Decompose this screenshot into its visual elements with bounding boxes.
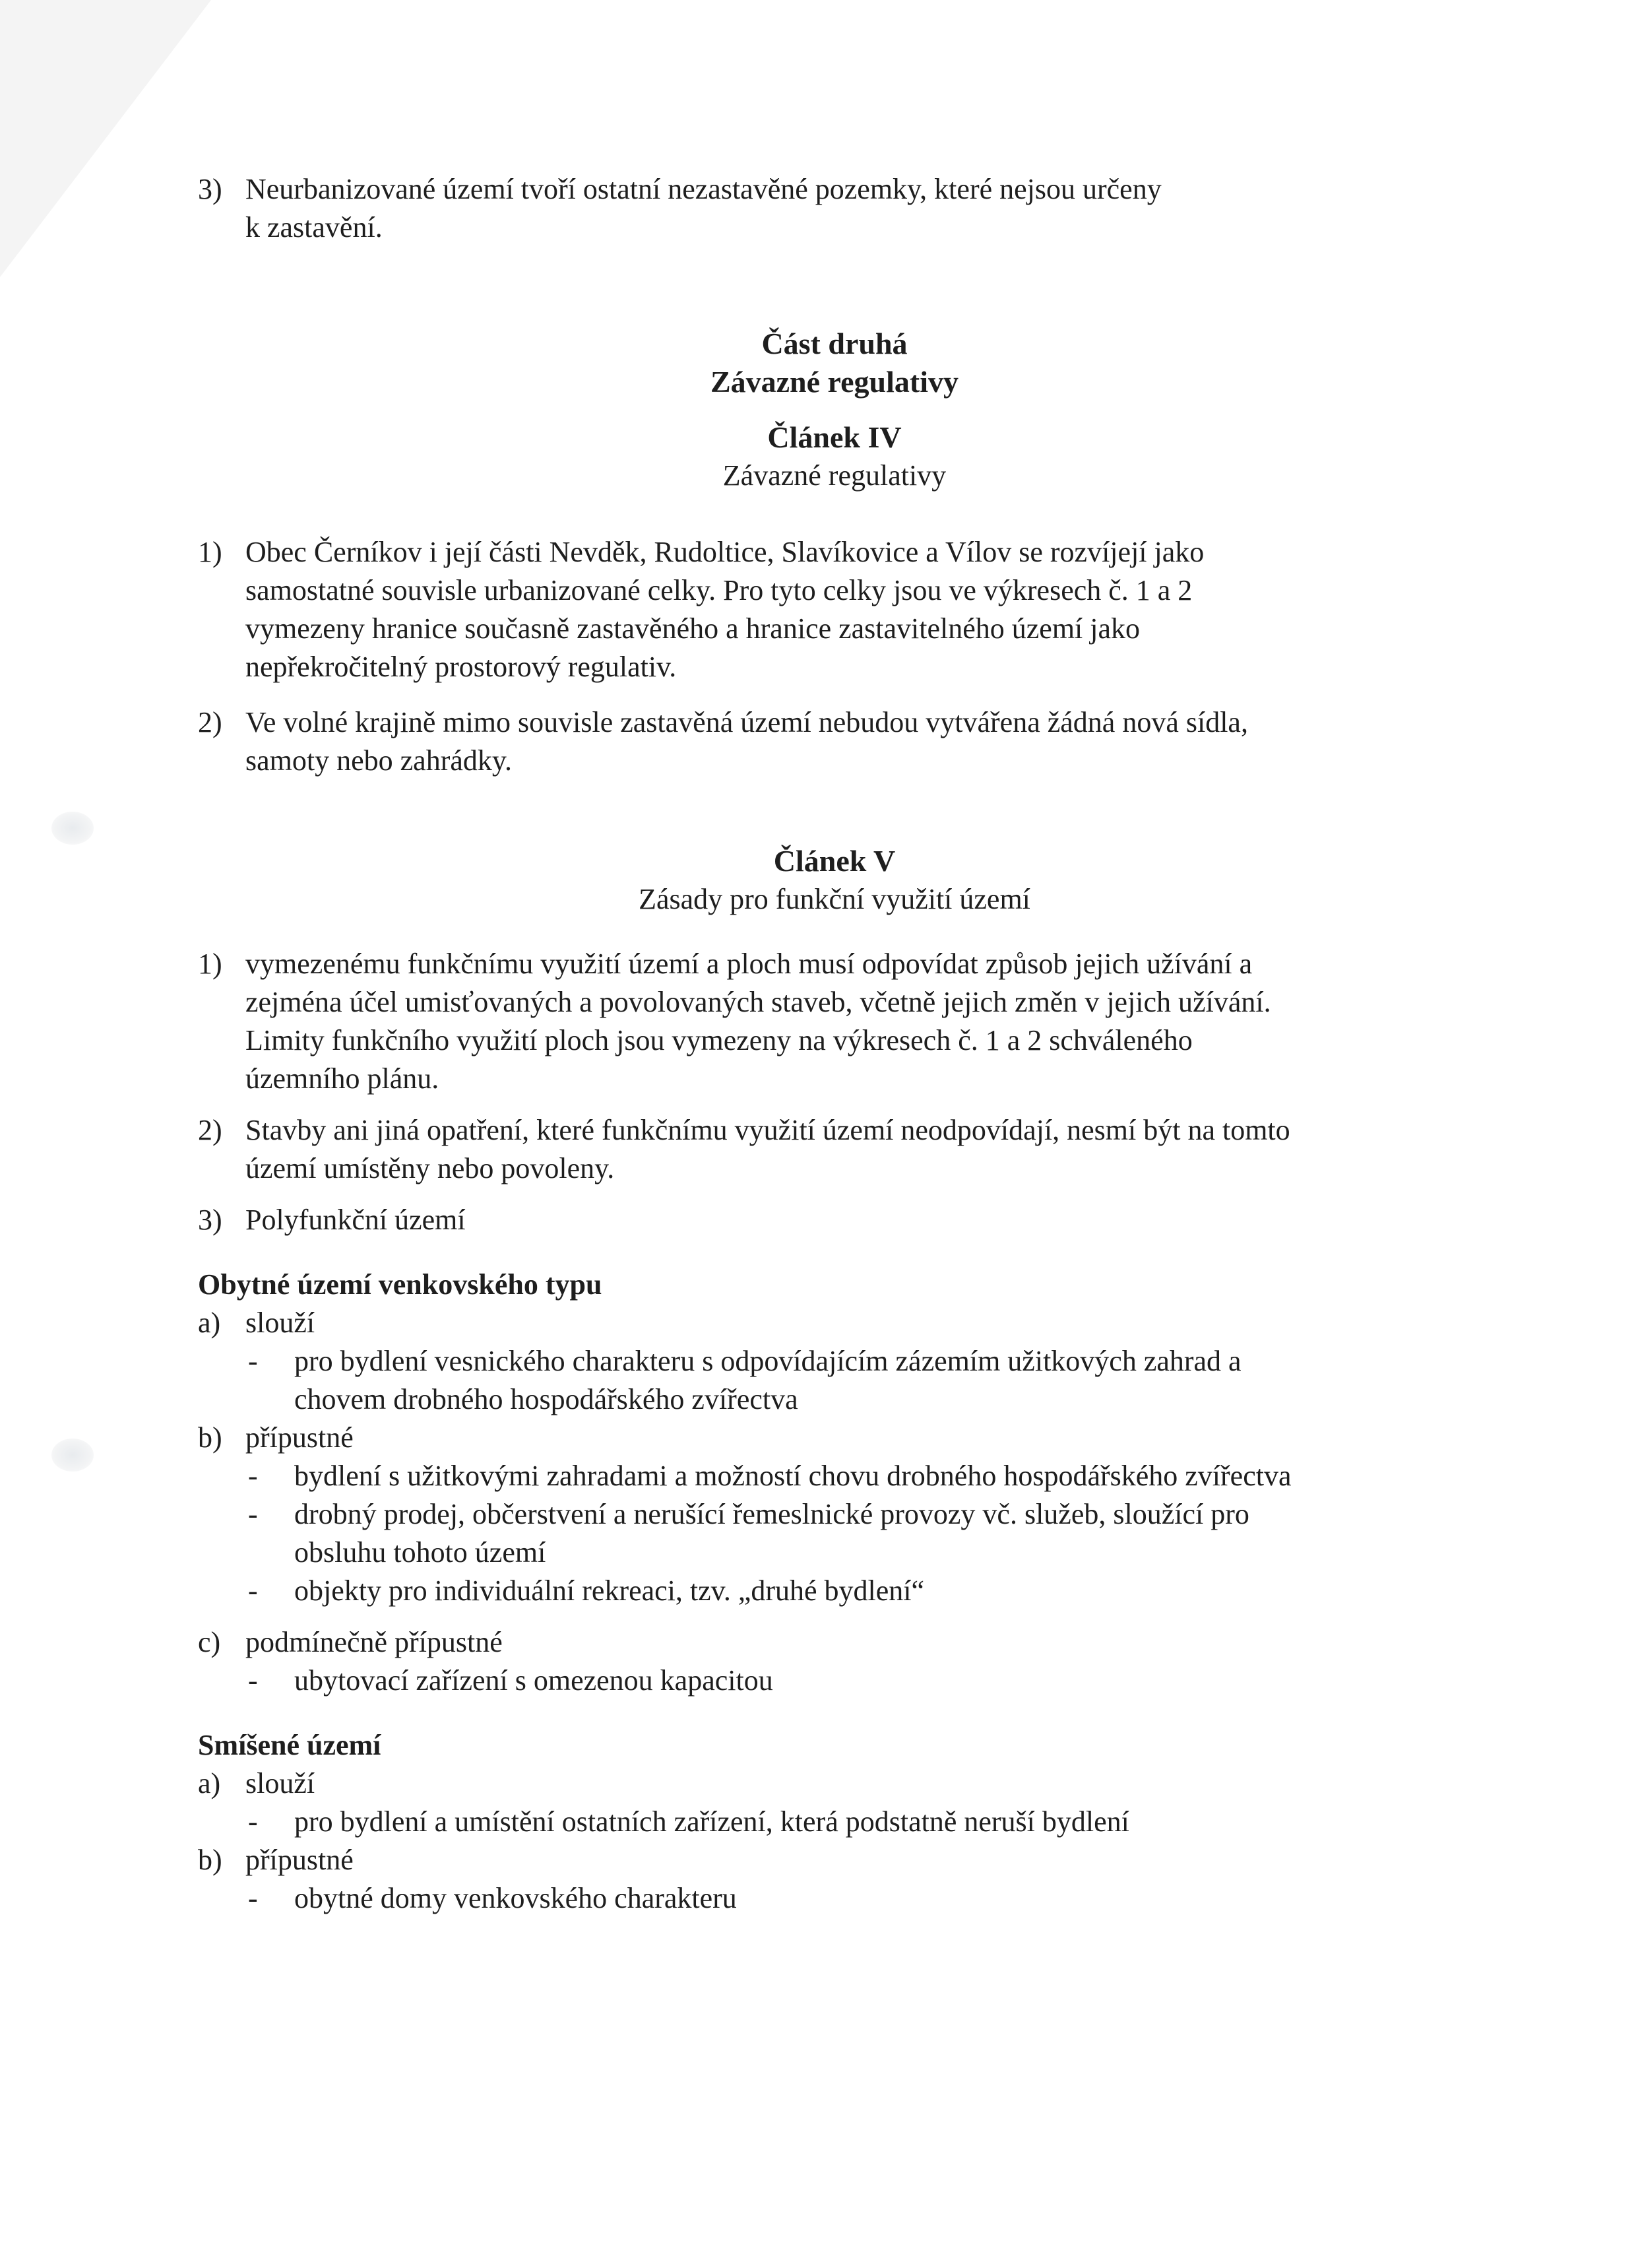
article-5-items (198, 945, 1471, 1239)
article-5-item (198, 1111, 1471, 1188)
part-title: Část druhá (761, 327, 908, 360)
sub-item-label: b) (198, 1844, 222, 1876)
item-number: 1) (198, 948, 222, 980)
item-text-line: vymezenému funkčnímu využití území a ploch musí odpovídat způsob jejich užívání a (245, 948, 1253, 980)
part-heading (198, 325, 1471, 401)
dash-text-line: chovem drobného hospodářského zvířectva (294, 1383, 798, 1415)
sub-item-text: podmínečně přípustné (245, 1626, 503, 1658)
item-text-line: zejména účel umisťovaných a povolovaných staveb, včetně jejich změn v jejich užívání. (245, 986, 1271, 1018)
item-text-line: území umístěny nebo povoleny. (245, 1152, 615, 1184)
sub-item-b (198, 1419, 1471, 1457)
item-text-line: samostatné souvisle urbanizované celky. Pro tyto celky jsou ve výkresech č. 1 a 2 (245, 574, 1193, 606)
dash-bullet: - (248, 1345, 258, 1377)
article-5-subtitle: Zásady pro funkční využití území (639, 883, 1030, 915)
dash-item (198, 1342, 1471, 1419)
item-text-line: Limity funkčního využití ploch jsou vymezeny na výkresech č. 1 a 2 schváleného (245, 1024, 1193, 1056)
item-text-line: Neurbanizované území tvoří ostatní nezastavěné pozemky, které nejsou určeny (245, 173, 1162, 205)
dash-text-line: obytné domy venkovského charakteru (294, 1882, 737, 1914)
sub-item-text: slouží (245, 1307, 315, 1339)
section-mixed-heading: Smíšené území (198, 1729, 381, 1761)
section-mixed (198, 1726, 1471, 1918)
sub-item-label: a) (198, 1307, 221, 1339)
article-4-subtitle: Závazné regulativy (722, 459, 947, 492)
section-rural (198, 1266, 1471, 1700)
article-4-item (198, 533, 1471, 686)
sub-item-label: a) (198, 1767, 221, 1799)
item-text-line: Ve volné krajině mimo souvisle zastavěná území nebudou vytvářena žádná nová sídla, (245, 706, 1248, 738)
sub-item-text: přípustné (245, 1421, 354, 1454)
dash-bullet: - (248, 1882, 258, 1914)
article-4-item (198, 703, 1471, 780)
item-number: 2) (198, 706, 222, 738)
dash-item (198, 1662, 1471, 1700)
dash-text-line: pro bydlení a umístění ostatních zařízení, která podstatně neruší bydlení (294, 1805, 1129, 1838)
dash-bullet: - (248, 1664, 258, 1697)
dash-bullet: - (248, 1805, 258, 1838)
dash-text-line: ubytovací zařízení s omezenou kapacitou (294, 1664, 773, 1697)
article-4-items (198, 533, 1471, 780)
sub-item-c (198, 1623, 1471, 1662)
folded-corner (0, 0, 211, 277)
sub-item-b (198, 1841, 1471, 1879)
article-4-title: Článek IV (767, 420, 902, 454)
item-text-line: k zastavění. (245, 211, 383, 243)
dash-text-line: objekty pro individuální rekreaci, tzv. „druhé bydlení“ (294, 1574, 925, 1607)
part-subtitle: Závazné regulativy (710, 365, 959, 399)
item-text-line: nepřekročitelný prostorový regulativ. (245, 651, 677, 683)
sub-item-a (198, 1765, 1471, 1803)
dash-text-line: pro bydlení vesnického charakteru s odpovídajícím zázemím užitkových zahrad a (294, 1345, 1242, 1377)
sub-item-text: přípustné (245, 1844, 354, 1876)
item-text-line: Obec Černíkov i její části Nevděk, Rudoltice, Slavíkovice a Vílov se rozvíjejí jako (245, 536, 1205, 568)
sub-item-text: slouží (245, 1767, 315, 1799)
item-number: 3) (198, 1204, 222, 1236)
article-5-item (198, 945, 1471, 1098)
item-text-line: vymezeny hranice současně zastavěného a hranice zastavitelného území jako (245, 612, 1141, 645)
dash-item (198, 1457, 1471, 1495)
item-number: 1) (198, 536, 222, 568)
document-body (198, 170, 1471, 1918)
dash-bullet: - (248, 1460, 258, 1492)
dash-item (198, 1495, 1471, 1572)
item-text-line: územního plánu. (245, 1062, 439, 1095)
sub-item-a (198, 1304, 1471, 1342)
dash-text-line: bydlení s užitkovými zahradami a možností chovu drobného hospodářského zvířectva (294, 1460, 1292, 1492)
item-text-line: Polyfunkční území (245, 1204, 466, 1236)
item-text-line: samoty nebo zahrádky. (245, 744, 513, 777)
intro-item (198, 170, 1471, 247)
section-rural-heading: Obytné území venkovského typu (198, 1268, 602, 1301)
dash-item (198, 1572, 1471, 1610)
punch-hole-mark (51, 812, 94, 845)
dash-bullet: - (248, 1574, 258, 1607)
article-5-heading (198, 842, 1471, 919)
article-5-title: Článek V (773, 844, 896, 878)
punch-hole-mark (51, 1439, 94, 1472)
sub-item-label: c) (198, 1626, 221, 1658)
article-4-heading (198, 418, 1471, 495)
item-number: 2) (198, 1114, 222, 1146)
dash-item (198, 1879, 1471, 1918)
item-text-line: Stavby ani jiná opatření, které funkčnímu využití území neodpovídají, nesmí být na tomto (245, 1114, 1290, 1146)
dash-text-line: obsluhu tohoto území (294, 1536, 546, 1569)
item-number: 3) (198, 173, 222, 205)
dash-bullet: - (248, 1498, 258, 1530)
dash-item (198, 1803, 1471, 1841)
sub-item-label: b) (198, 1421, 222, 1454)
dash-text-line: drobný prodej, občerstvení a nerušící řemeslnické provozy vč. služeb, sloužící pro (294, 1498, 1249, 1530)
article-5-item (198, 1201, 1471, 1239)
